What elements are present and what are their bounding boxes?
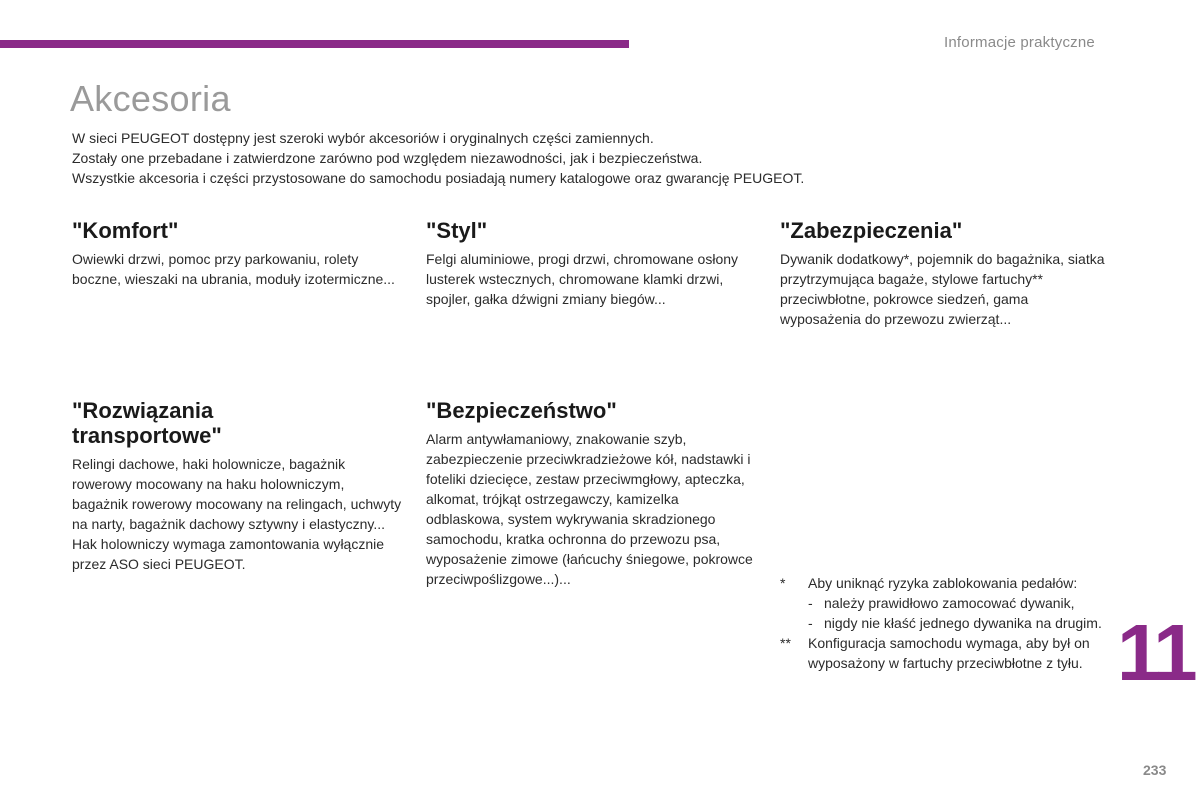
footnote-list-item [808,593,1110,613]
list-dash: - [808,595,813,611]
chapter-number: 11 [1117,608,1194,697]
footnote-mark: * [780,575,786,591]
footnotes [780,573,1110,673]
section-heading-line: "Rozwiązania [72,398,214,423]
section-heading: "Zabezpieczenia" [780,218,963,243]
intro-line: W sieci PEUGEOT dostępny jest szeroki wybór akcesoriów i oryginalnych części zamiennych. [72,130,654,146]
footnote-list-text: nigdy nie kłaść jednego dywanika na drugim. [824,615,1102,631]
list-dash: - [808,615,813,631]
section-styl [426,218,756,309]
intro-line: Zostały one przebadane i zatwierdzone zarówno pod względem niezawodności, jak i bezpieczeństwa. [72,150,703,166]
footnote-mark: ** [780,635,791,651]
footnote-list-text: należy prawidłowo zamocować dywanik, [824,595,1075,611]
section-bezpieczenstwo [426,398,756,589]
page-title: Akcesoria [70,78,231,119]
page-number: 233 [1143,762,1167,778]
section-text: Owiewki drzwi, pomoc przy parkowaniu, rolety boczne, wieszaki na ubrania, moduły izotermiczne... [72,251,395,287]
footnote-text: Aby uniknąć ryzyka zablokowania pedałów: [808,575,1078,591]
section-heading-line: transportowe" [72,423,222,448]
section-text: Felgi aluminiowe, progi drzwi, chromowane osłony lusterek wstecznych, chromowane klamki drzwi, spojler, gałka dźwigni zmiany biegów... [426,251,739,307]
footnote-text: Konfiguracja samochodu wymaga, aby był on wyposażony w fartuchy przeciwbłotne z tyłu. [808,635,1090,671]
section-heading: "Komfort" [72,218,179,243]
section-text: Dywanik dodatkowy*, pojemnik do bagażnika, siatka przytrzymująca bagaże, stylowe fartuchy** przeciwbłotne, pokrowce siedzeń, gama wyposażenia do przewozu zwierząt... [780,251,1105,327]
section-color-bar [0,40,629,48]
footnote-body [808,573,1110,633]
section-text: Relingi dachowe, haki holownicze, bagażnik rowerowy mocowany na haku holowniczym, bagażnik rowerowy mocowany na relingach, uchwyty na narty, bagażnik dachowy sztywny i elastyczny... [72,456,402,532]
intro-paragraph [72,128,972,188]
section-header: Informacje praktyczne [944,34,1095,51]
footnote [780,573,1110,633]
section-note: Hak holowniczy wymaga zamontowania wyłącznie przez ASO sieci PEUGEOT. [72,536,385,572]
section-heading: "Styl" [426,218,488,243]
section-zabezpieczenia [780,218,1110,329]
section-komfort [72,218,402,289]
section-text: Alarm antywłamaniowy, znakowanie szyb, zabezpieczenie przeciwkradzieżowe kół, nadstawki i foteliki dziecięce, zestaw przeciwmgłowy, apteczka, alkomat, trójkąt ostrzegawczy, kamizelka odblaskowa, system wykrywania skradzionego samochodu, kratka ochronna do przewozu psa, wyposażenie zimowe (łańcuchy śniegowe, pokrowce przeciwpoślizgowe...)... [426,431,753,587]
footnote [780,633,1110,673]
section-heading: "Bezpieczeństwo" [426,398,617,423]
intro-line: Wszystkie akcesoria i części przystosowane do samochodu posiadają numery katalogowe oraz gwarancję PEUGEOT. [72,170,805,186]
section-rozwiazania-transportowe [72,398,402,574]
section-heading [72,398,402,448]
footnote-list-item [808,613,1110,633]
